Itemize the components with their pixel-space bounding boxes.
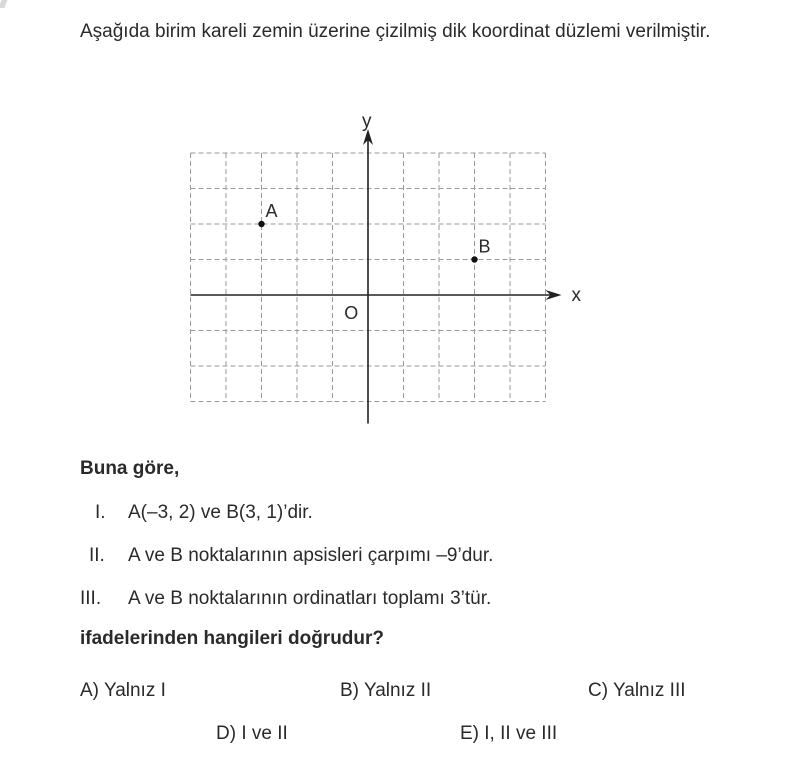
- origin-label: O: [344, 303, 359, 323]
- statement-2: [89, 545, 493, 567]
- statement-text: A ve B noktalarının apsisleri çarpımı –9’dur.: [128, 545, 494, 566]
- question-lead: Buna göre,: [80, 458, 180, 479]
- point-label-b: B: [478, 236, 491, 257]
- option-text: Yalnız I: [103, 680, 166, 701]
- point-a: [258, 221, 264, 227]
- option-text: I ve II: [241, 723, 288, 744]
- point-label-a: A: [265, 201, 278, 221]
- option-b[interactable]: [340, 680, 431, 702]
- statement-text: A ve B noktalarının ordinatları toplamı 3’tür.: [128, 588, 492, 609]
- statement-number: II.: [89, 545, 105, 566]
- option-text: Yalnız III: [613, 680, 686, 701]
- statement-1: [95, 502, 313, 524]
- option-letter: C): [588, 680, 609, 701]
- option-text: I, II ve III: [484, 723, 558, 744]
- option-a[interactable]: [80, 680, 166, 702]
- statement-3: [80, 588, 491, 610]
- option-text: Yalnız II: [363, 680, 432, 701]
- option-letter: E): [460, 723, 479, 744]
- option-e[interactable]: [460, 723, 557, 745]
- statement-text: A(–3, 2) ve B(3, 1)’dir.: [128, 502, 313, 523]
- option-letter: B): [340, 680, 359, 701]
- option-letter: A): [80, 680, 99, 701]
- option-c[interactable]: [588, 680, 686, 702]
- question-intro: Aşağıda birim kareli zemin üzerine çizilmiş dik koordinat düzlemi verilmiştir.: [80, 21, 711, 42]
- y-axis-label: y: [362, 111, 372, 132]
- statement-number: I.: [95, 502, 106, 523]
- x-axis-label: x: [571, 285, 581, 306]
- option-d[interactable]: [216, 723, 288, 745]
- statement-number: III.: [80, 588, 102, 609]
- option-letter: D): [216, 723, 237, 744]
- point-b: [471, 256, 477, 262]
- question-ask: ifadelerinden hangileri doğrudur?: [80, 628, 385, 649]
